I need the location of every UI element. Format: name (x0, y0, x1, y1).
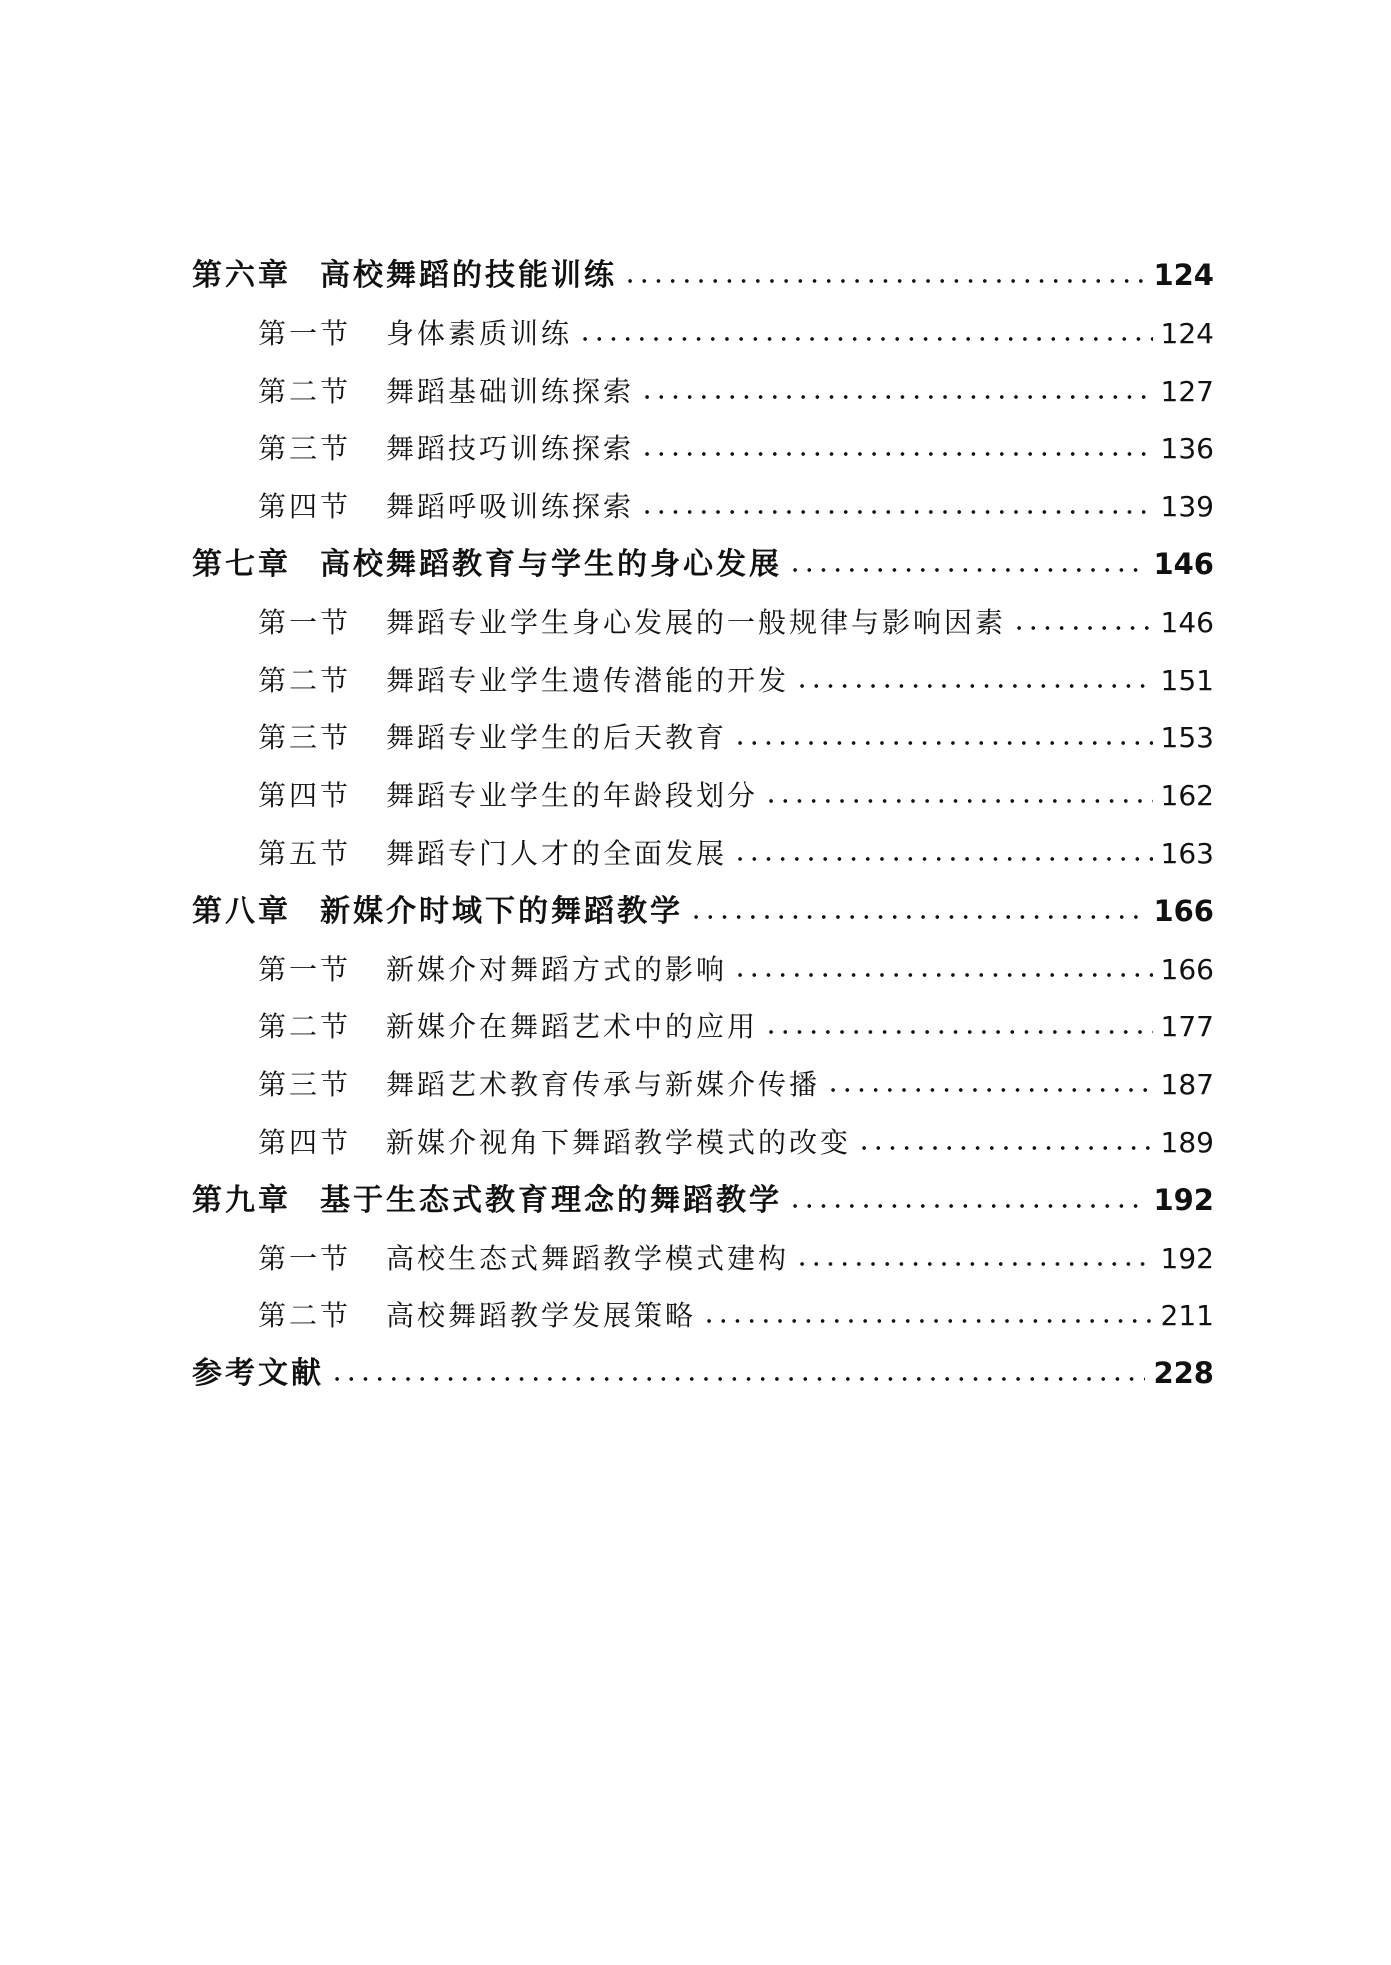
dot-leader (1012, 604, 1153, 632)
dot-leader (640, 488, 1153, 516)
dot-leader (733, 719, 1153, 747)
section-number: 第一节 (258, 1241, 352, 1275)
chapter-number: 第八章 (192, 893, 291, 929)
toc-chapter-row[interactable] (192, 536, 1214, 594)
dot-leader (733, 835, 1153, 863)
dot-leader (640, 430, 1153, 458)
chapter-number: 第七章 (192, 546, 291, 582)
page-number: 163 (1160, 836, 1214, 870)
toc-chapter-row[interactable] (192, 1172, 1214, 1230)
section-title: 舞蹈专业学生的后天教育 (386, 721, 728, 755)
dot-leader (764, 1008, 1153, 1036)
chapter-title: 新媒介时域下的舞蹈教学 (320, 893, 683, 929)
dot-leader (788, 544, 1145, 574)
dot-leader (857, 1124, 1153, 1152)
page-number: 136 (1160, 432, 1214, 466)
toc-section-row[interactable] (192, 767, 1214, 825)
page-number: 139 (1160, 490, 1214, 524)
section-number: 第三节 (258, 721, 352, 755)
table-of-contents (192, 247, 1214, 1403)
section-title: 舞蹈技巧训练探索 (386, 432, 635, 466)
chapter-title: 高校舞蹈教育与学生的身心发展 (320, 546, 782, 582)
dot-leader (788, 1180, 1145, 1210)
section-number: 第一节 (258, 605, 352, 639)
toc-section-row[interactable] (192, 1230, 1214, 1288)
section-number: 第一节 (258, 952, 352, 986)
dot-leader (826, 1066, 1153, 1094)
dot-leader (640, 373, 1153, 401)
toc-chapter-row[interactable] (192, 1345, 1214, 1403)
section-title: 高校舞蹈教学发展策略 (386, 1299, 697, 1333)
toc-chapter-row[interactable] (192, 883, 1214, 941)
page-number: 146 (1160, 605, 1214, 639)
page-number: 228 (1153, 1356, 1214, 1391)
chapter-number: 第六章 (192, 258, 291, 293)
section-number: 第三节 (258, 1068, 352, 1102)
dot-leader (733, 951, 1153, 979)
chapter-number: 第九章 (192, 1182, 291, 1218)
section-number: 第二节 (258, 374, 352, 408)
page-number: 187 (1160, 1068, 1214, 1102)
section-title: 舞蹈专业学生身心发展的一般规律与影响因素 (386, 605, 1007, 639)
section-number: 第二节 (258, 663, 352, 697)
page-number: 124 (1160, 316, 1214, 350)
dot-leader (689, 891, 1145, 921)
section-number: 第三节 (258, 432, 352, 466)
page-number: 189 (1160, 1125, 1214, 1159)
dot-leader (623, 255, 1145, 285)
page-number: 166 (1160, 952, 1214, 986)
page-number: 151 (1160, 663, 1214, 697)
toc-section-row[interactable] (192, 652, 1214, 710)
page-number: 153 (1160, 721, 1214, 755)
chapter-title: 高校舞蹈的技能训练 (320, 258, 617, 293)
chapter-title: 参考文献 (192, 1356, 324, 1392)
section-number: 第四节 (258, 490, 352, 524)
page-number: 211 (1160, 1299, 1214, 1333)
toc-section-row[interactable] (192, 478, 1214, 536)
page-number: 166 (1153, 893, 1214, 928)
page-number: 146 (1153, 546, 1214, 581)
section-number: 第二节 (258, 1010, 352, 1044)
section-title: 舞蹈专业学生的年龄段划分 (386, 779, 759, 813)
section-title: 舞蹈专门人才的全面发展 (386, 836, 728, 870)
toc-section-row[interactable] (192, 998, 1214, 1056)
dot-leader (764, 777, 1153, 805)
page-number: 192 (1153, 1182, 1214, 1217)
section-title: 高校生态式舞蹈教学模式建构 (386, 1241, 790, 1275)
chapter-title: 基于生态式教育理念的舞蹈教学 (320, 1182, 782, 1218)
dot-leader (330, 1353, 1145, 1383)
dot-leader (578, 315, 1153, 343)
dot-leader (795, 1240, 1153, 1268)
page-number: 127 (1160, 374, 1214, 408)
toc-chapter-row[interactable] (192, 247, 1214, 305)
section-title: 新媒介对舞蹈方式的影响 (386, 952, 728, 986)
toc-section-row[interactable] (192, 420, 1214, 478)
section-title: 舞蹈艺术教育传承与新媒介传播 (386, 1068, 821, 1102)
page-number: 192 (1160, 1241, 1214, 1275)
section-title: 舞蹈基础训练探索 (386, 374, 635, 408)
section-number: 第二节 (258, 1299, 352, 1333)
toc-section-row[interactable] (192, 1287, 1214, 1345)
toc-section-row[interactable] (192, 825, 1214, 883)
section-title: 舞蹈专业学生遗传潜能的开发 (386, 663, 790, 697)
section-number: 第一节 (258, 316, 352, 350)
toc-section-row[interactable] (192, 1056, 1214, 1114)
toc-section-row[interactable] (192, 594, 1214, 652)
toc-section-row[interactable] (192, 1114, 1214, 1172)
section-number: 第四节 (258, 779, 352, 813)
section-title: 舞蹈呼吸训练探索 (386, 490, 635, 524)
section-number: 第四节 (258, 1125, 352, 1159)
toc-section-row[interactable] (192, 709, 1214, 767)
dot-leader (702, 1297, 1153, 1325)
toc-section-row[interactable] (192, 941, 1214, 999)
toc-section-row[interactable] (192, 305, 1214, 363)
toc-section-row[interactable] (192, 363, 1214, 421)
section-title: 身体素质训练 (386, 316, 573, 350)
dot-leader (795, 662, 1153, 690)
section-title: 新媒介在舞蹈艺术中的应用 (386, 1010, 759, 1044)
page-number: 177 (1160, 1010, 1214, 1044)
page-number: 162 (1160, 779, 1214, 813)
section-number: 第五节 (258, 836, 352, 870)
section-title: 新媒介视角下舞蹈教学模式的改变 (386, 1125, 852, 1159)
page-number: 124 (1153, 258, 1214, 292)
